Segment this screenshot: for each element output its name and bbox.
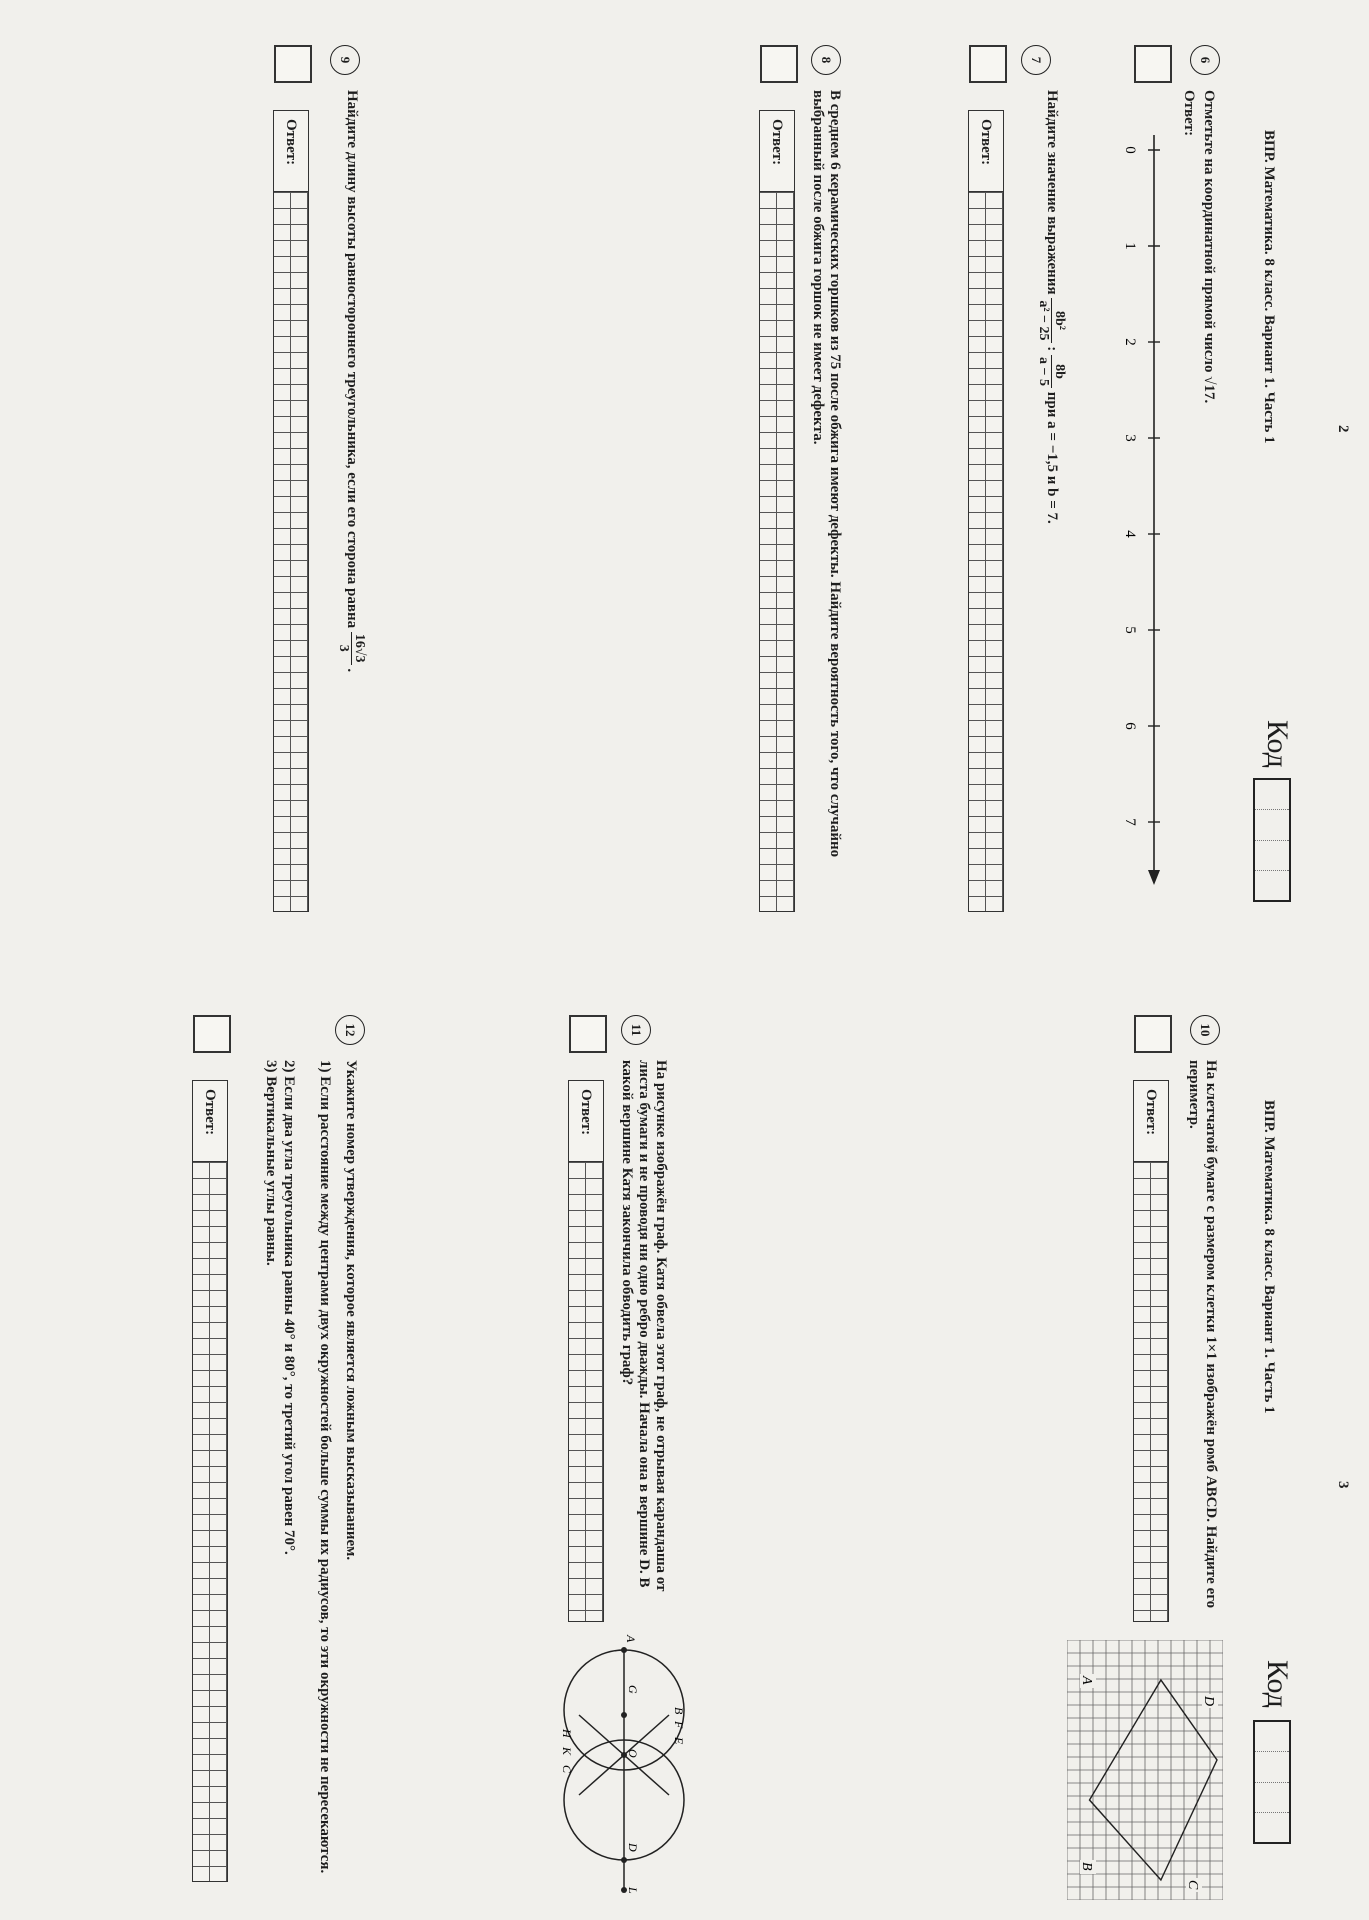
task-12-number: 12 [335,1015,365,1045]
task-12-answer-row[interactable] [192,1080,228,1882]
task-9-text-before: Найдите длину высоты равностороннего треугольника, если его сторона равна [344,90,361,629]
graph-vertex-label: G [626,1685,640,1694]
rhombus-shape [1090,1680,1218,1880]
graph-vertex-label: D [626,1843,640,1852]
task-7-text [1036,90,1067,524]
rhombus-figure [1067,1640,1223,1900]
number-line-tick-label: 4 [1122,530,1138,538]
task-9-text [336,90,367,672]
task-10-score-box[interactable] [1134,1015,1172,1053]
task-7-frac1-num: 8b² [1051,298,1067,342]
task-9-fraction [336,632,367,665]
task-9-answer-label: Ответ: [274,111,308,192]
graph-vertex-label: L [626,1887,640,1894]
graph-vertex-label: B [672,1707,686,1715]
task-8-text: В среднем 6 керамических горшков из 75 после обжига имеют дефекты. Найдите вероятность того, что случайно выбранный после обжига горшок не имеет дефекта. [810,90,843,858]
task-6-answer-label: Ответ: [1181,90,1197,137]
task-11-answer-grid[interactable] [569,1162,603,1621]
task-9-answer-row[interactable] [273,110,309,912]
task-10-answer-label: Ответ: [1134,1081,1168,1162]
graph-vertex-label: O [626,1749,640,1758]
graph-vertex [621,1712,627,1718]
task-8-answer-row[interactable] [759,110,795,912]
graph-vertex-label: C [560,1765,574,1774]
graph-vertex-label: H [560,1729,574,1738]
task-7-answer-grid[interactable] [969,192,1003,911]
page-header-right: ВПР. Математика. 8 класс. Вариант 1. Часть 1 [1261,1100,1277,1414]
task-12-item-1: 1) Если расстояние между центрами двух окружностей больше суммы их радиусов, то эти окружности не пересекаются. [317,1060,333,1874]
task-10-answer-grid[interactable] [1134,1162,1168,1621]
task-7-text-after: при a = −1,5 и b = 7. [1044,391,1061,524]
task-7-frac1-den: a² − 25 [1036,300,1051,341]
vertex-label: A [1079,1676,1094,1685]
number-line-tick-label: 1 [1122,242,1138,250]
number-line[interactable] [1104,130,1174,890]
task-9-score-box[interactable] [274,45,312,83]
number-line-tick-label: 6 [1122,722,1138,730]
task-11-answer-label: Ответ: [569,1081,603,1162]
task-9-number: 9 [330,45,360,75]
vertex-label: D [1201,1696,1216,1707]
graph-vertex-label: K [560,1747,574,1756]
graph-vertex-label: E [672,1737,686,1745]
task-8-score-box[interactable] [760,45,798,83]
graph-figure [554,1615,689,1900]
kod-box-left[interactable] [1253,778,1291,902]
number-line-tick-label: 7 [1122,818,1138,826]
graph-vertex-label: F [672,1721,686,1729]
number-line-arrow [1148,870,1160,885]
task-7-frac2-num: 8b [1051,355,1067,388]
task-12-item-2: 2) Если два угла треугольника равны 40° и 80°, то третий угол равен 70°. [281,1060,297,1555]
vertex-label: B [1079,1862,1094,1871]
task-11-score-box[interactable] [569,1015,607,1053]
task-7-text-before: Найдите значение выражения [1044,90,1061,295]
number-line-tick-label: 5 [1122,626,1138,634]
task-12-text: Укажите номер утверждения, которое является ложным высказыванием. [343,1060,359,1561]
kod-box-right[interactable] [1253,1720,1291,1844]
task-7-op: : [1044,346,1061,352]
task-7-frac2-den: a − 5 [1036,357,1051,387]
task-11-answer-row[interactable] [568,1080,604,1622]
task-7-score-box[interactable] [969,45,1007,83]
task-9-frac-num: 16√3 [352,633,367,663]
task-10-answer-row[interactable] [1133,1080,1169,1622]
task-7-answer-label: Ответ: [969,111,1003,192]
kod-label-right: Код [1261,1660,1294,1708]
number-line-tick-label: 3 [1122,434,1138,442]
task-6-score-box[interactable] [1134,45,1172,83]
task-11-number: 11 [621,1015,651,1045]
task-8-answer-grid[interactable] [760,192,794,911]
task-10-number: 10 [1190,1015,1220,1045]
task-7-fraction-1 [1036,298,1067,342]
graph-vertex-label: A [624,1635,638,1643]
task-9-frac-den: 3 [336,644,351,652]
task-12-item-3: 3) Вертикальные углы равны. [263,1060,279,1266]
page-header-left: ВПР. Математика. 8 класс. Вариант 1. Часть 1 [1261,130,1277,444]
task-12-score-box[interactable] [193,1015,231,1053]
task-11-text: На рисунке изображён граф. Катя обвела этот граф, не отрывая карандаша от листа бумаги и не проводя ни одно ребро дважды. Начала она в вершине D. В какой вершине Катя закончила обводить граф? [619,1060,669,1592]
task-9-text-after: . [344,668,361,673]
task-12-answer-label: Ответ: [193,1081,227,1162]
task-9-answer-grid[interactable] [274,192,308,911]
vertex-label: C [1185,1880,1200,1890]
task-6-text: Отметьте на координатной прямой число √17. [1201,90,1217,404]
task-6-number: 6 [1190,45,1220,75]
task-7-answer-row[interactable] [968,110,1004,912]
number-line-tick-label: 2 [1122,338,1138,346]
page-number-left: 2 [1335,425,1351,433]
task-10-text: На клетчатой бумаге с размером клетки 1×1 изображён ромб ABCD. Найдите его периметр. [1186,1060,1219,1609]
task-8-number: 8 [811,45,841,75]
task-8-answer-label: Ответ: [760,111,794,192]
graph-vertex [621,1647,627,1653]
graph-vertex [621,1857,627,1863]
task-7-fraction-2 [1036,355,1067,388]
kod-label-left: Код [1261,720,1294,768]
task-7-number: 7 [1021,45,1051,75]
number-line-tick-label: 0 [1122,146,1138,154]
task-12-answer-grid[interactable] [193,1162,227,1881]
page-number-right: 3 [1335,1481,1351,1489]
